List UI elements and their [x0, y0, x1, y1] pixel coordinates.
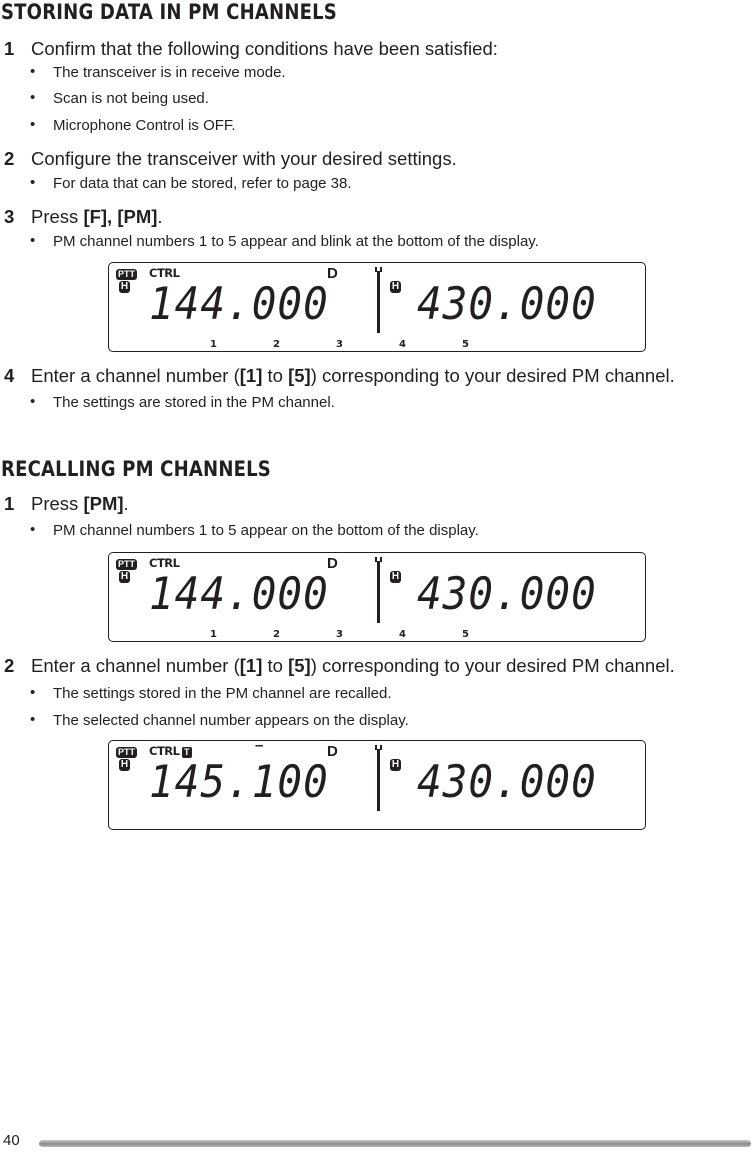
section-title-recalling: RECALLING PM CHANNELS — [1, 457, 271, 481]
bullet-text: Microphone Control is OFF. — [53, 117, 236, 134]
pm-channel-1: 1 — [210, 629, 217, 640]
bullet-text: PM channel numbers 1 to 5 appear on the bottom of the display. — [53, 522, 479, 539]
step-text-prefix: Press — [31, 493, 84, 514]
pm-channel-4: 4 — [399, 339, 406, 350]
step-text-mid: to — [262, 365, 289, 386]
step-text: Confirm that the following conditions have been satisfied: — [31, 38, 498, 59]
pm-channel-2: 2 — [273, 629, 280, 640]
lcd-display-1 — [108, 262, 646, 352]
band-divider — [377, 271, 380, 333]
bullet-text: The transceiver is in receive mode. — [53, 64, 286, 81]
lcd-display-2 — [108, 552, 646, 642]
ctrl-indicator: CTRL — [149, 266, 180, 280]
bullet-text: The settings are stored in the PM channel. — [53, 394, 335, 411]
step-text — [31, 655, 675, 677]
bullet-dot-icon: • — [30, 63, 36, 80]
page-number: 40 — [3, 1132, 20, 1149]
pm-channel-3: 3 — [336, 339, 343, 350]
ptt-indicator: PTT — [118, 747, 135, 757]
data-band-indicator: D — [327, 743, 338, 760]
high-power-indicator: H — [391, 571, 400, 582]
key-label: [5] — [288, 655, 311, 676]
step-number: 3 — [4, 206, 15, 227]
offset-indicator: – — [255, 737, 264, 754]
ptt-indicator: PTT — [118, 559, 135, 569]
step-text: Configure the transceiver with your desired settings. — [31, 148, 457, 169]
step-number: 2 — [4, 148, 15, 169]
bullet-dot-icon: • — [30, 232, 36, 249]
data-band-indicator: D — [327, 265, 338, 282]
high-power-indicator: H — [391, 281, 400, 292]
pm-channel-5: 5 — [462, 629, 469, 640]
bullet-text: PM channel numbers 1 to 5 appear and blink at the bottom of the display. — [53, 233, 539, 250]
tone-indicator: T — [184, 747, 190, 757]
lcd-display-3 — [108, 737, 646, 830]
left-band-frequency: 145.100 — [149, 756, 329, 808]
step-text-suffix: . — [157, 206, 163, 227]
pm-channel-4: 4 — [399, 629, 406, 640]
step-text-mid: to — [262, 655, 289, 676]
pm-channel-3: 3 — [336, 629, 343, 640]
left-band-frequency: 144.000 — [149, 278, 329, 330]
left-band-frequency: 144.000 — [149, 568, 329, 620]
step-number: 1 — [4, 493, 15, 514]
key-label: [5] — [288, 365, 311, 386]
bullet-dot-icon: • — [30, 684, 36, 701]
step-text — [31, 365, 675, 387]
key-label: [PM] — [83, 493, 124, 514]
bullet-text: Scan is not being used. — [53, 90, 209, 107]
section-title-storing: STORING DATA IN PM CHANNELS — [1, 0, 337, 24]
step-text-prefix: Enter a channel number ( — [31, 365, 240, 386]
step-text-suffix: . — [123, 493, 129, 514]
bullet-dot-icon: • — [30, 174, 36, 191]
step-number: 2 — [4, 655, 15, 676]
step-text-prefix: Press — [31, 206, 84, 227]
bullet-dot-icon: • — [30, 393, 36, 410]
high-power-indicator: H — [120, 281, 129, 292]
step-text — [31, 493, 129, 515]
key-label: [1] — [239, 365, 263, 386]
pm-channel-5: 5 — [462, 339, 469, 350]
bullet-dot-icon: • — [30, 116, 36, 133]
pm-channel-1: 1 — [210, 339, 217, 350]
step-text — [31, 206, 163, 228]
step-text-prefix: Enter a channel number ( — [31, 655, 240, 676]
bullet-dot-icon: • — [30, 89, 36, 106]
ctrl-indicator: CTRL — [149, 744, 180, 758]
step-text-suffix: ) corresponding to your desired PM channel. — [310, 365, 675, 386]
right-band-frequency: 430.000 — [417, 568, 597, 620]
bullet-text: The settings stored in the PM channel are recalled. — [53, 685, 392, 702]
bullet-text: For data that can be stored, refer to page 38. — [53, 175, 352, 192]
step-number: 4 — [4, 365, 15, 386]
band-divider — [377, 749, 380, 811]
footer-bar — [39, 1140, 751, 1147]
data-band-indicator: D — [327, 555, 338, 572]
ptt-indicator: PTT — [118, 269, 135, 279]
pm-channel-2: 2 — [273, 339, 280, 350]
right-band-frequency: 430.000 — [417, 756, 597, 808]
ctrl-indicator: CTRL — [149, 556, 180, 570]
step-text-suffix: ) corresponding to your desired PM channel. — [310, 655, 675, 676]
bullet-text: The selected channel number appears on the display. — [53, 712, 409, 729]
high-power-indicator: H — [120, 759, 129, 770]
high-power-indicator: H — [391, 759, 400, 770]
key-label: [F], [PM] — [83, 206, 158, 227]
bullet-dot-icon: • — [30, 521, 36, 538]
high-power-indicator: H — [120, 571, 129, 582]
band-divider — [377, 561, 380, 623]
right-band-frequency: 430.000 — [417, 278, 597, 330]
step-number: 1 — [4, 38, 15, 59]
bullet-dot-icon: • — [30, 711, 36, 728]
key-label: [1] — [239, 655, 263, 676]
